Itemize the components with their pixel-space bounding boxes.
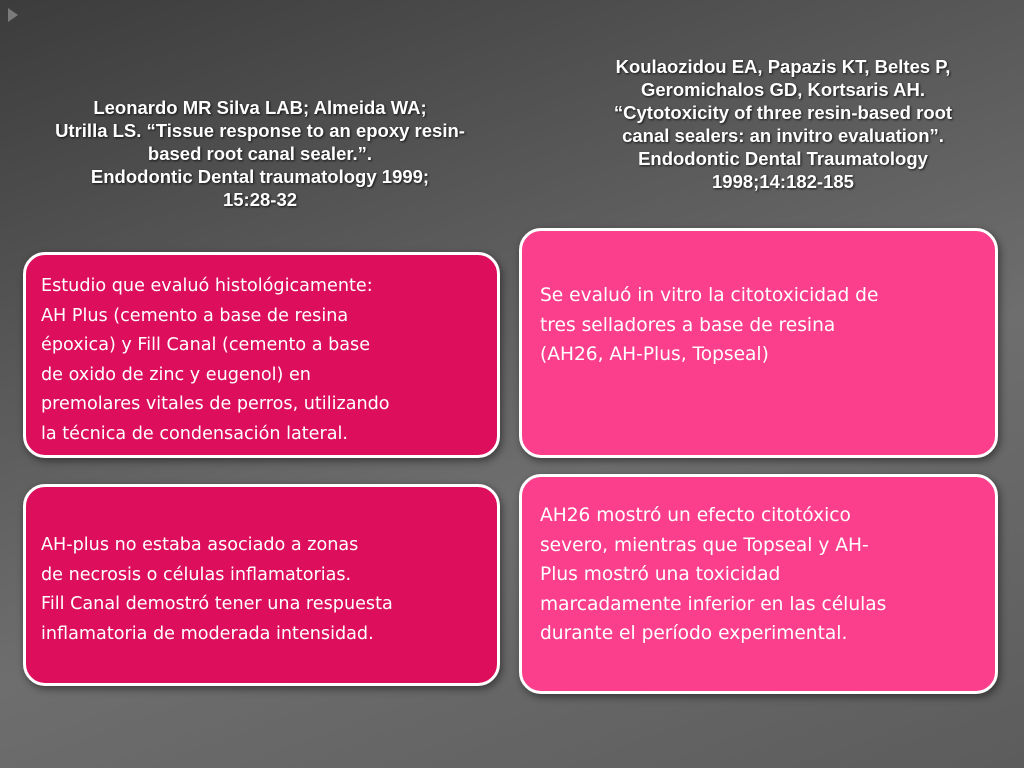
reference-line: Endodontic Dental Traumatology <box>638 148 928 169</box>
reference-line: “Cytotoxicity of three resin-based root <box>613 102 953 123</box>
box-text-line: Fill Canal demostró tener una respuesta <box>41 594 393 614</box>
reference-line: Endodontic Dental traumatology 1999; <box>90 166 430 187</box>
reference-line: Leonardo MR Silva LAB; Almeida WA; <box>93 97 427 118</box>
left-reference-heading <box>10 96 510 211</box>
box-text-line: marcadamente inferior en las células <box>540 593 887 615</box>
box-text-line: inflamatoria de moderada intensidad. <box>41 623 374 644</box>
reference-line: based root canal sealer.”. <box>147 143 373 164</box>
box-text-line: AH26 mostró un efecto citotóxico <box>540 505 851 526</box>
box-text-line: la técnica de condensación lateral. <box>41 423 348 444</box>
box-text-line: AH-plus no estaba asociado a zonas <box>41 535 359 555</box>
reference-line: 15:28-32 <box>222 189 298 210</box>
box-text-line: époxica) y Fill Canal (cemento a base <box>41 335 371 355</box>
box-text-line: Se evaluó in vitro la citotoxicidad de <box>540 285 879 306</box>
right-reference-heading <box>548 55 1018 193</box>
histology-result-box <box>23 484 500 686</box>
study-description-box <box>23 252 500 458</box>
box-text-line: Plus mostró una toxicidad <box>540 564 781 585</box>
reference-line: Koulaozidou EA, Papazis KT, Beltes P, <box>615 56 951 77</box>
reference-line: 1998;14:182-185 <box>712 171 854 192</box>
slide-corner-arrow-icon <box>8 8 18 22</box>
box-text-line: tres selladores a base de resina <box>540 314 836 336</box>
box-text-line: de oxido de zinc y eugenol) en <box>41 364 311 385</box>
box-text-line: Estudio que evaluó histológicamente: <box>41 276 373 296</box>
box-text-line: de necrosis o células inflamatorias. <box>41 564 352 585</box>
box-text-line: premolares vitales de perros, utilizando <box>41 394 390 414</box>
reference-line: Utrilla LS. “Tissue response to an epoxy resin- <box>55 120 465 141</box>
cytotoxicity-result-box <box>519 474 998 694</box>
box-text-line: (AH26, AH-Plus, Topseal) <box>540 344 769 365</box>
reference-line: canal sealers: an invitro evaluation”. <box>622 125 944 146</box>
box-text-line: AH Plus (cemento a base de resina <box>41 305 349 326</box>
box-text-line: severo, mientras que Topseal y AH- <box>540 534 869 556</box>
reference-line: Geromichalos GD, Kortsaris AH. <box>640 79 926 100</box>
box-text-line: durante el período experimental. <box>540 623 848 644</box>
cytotoxicity-method-box <box>519 228 998 458</box>
